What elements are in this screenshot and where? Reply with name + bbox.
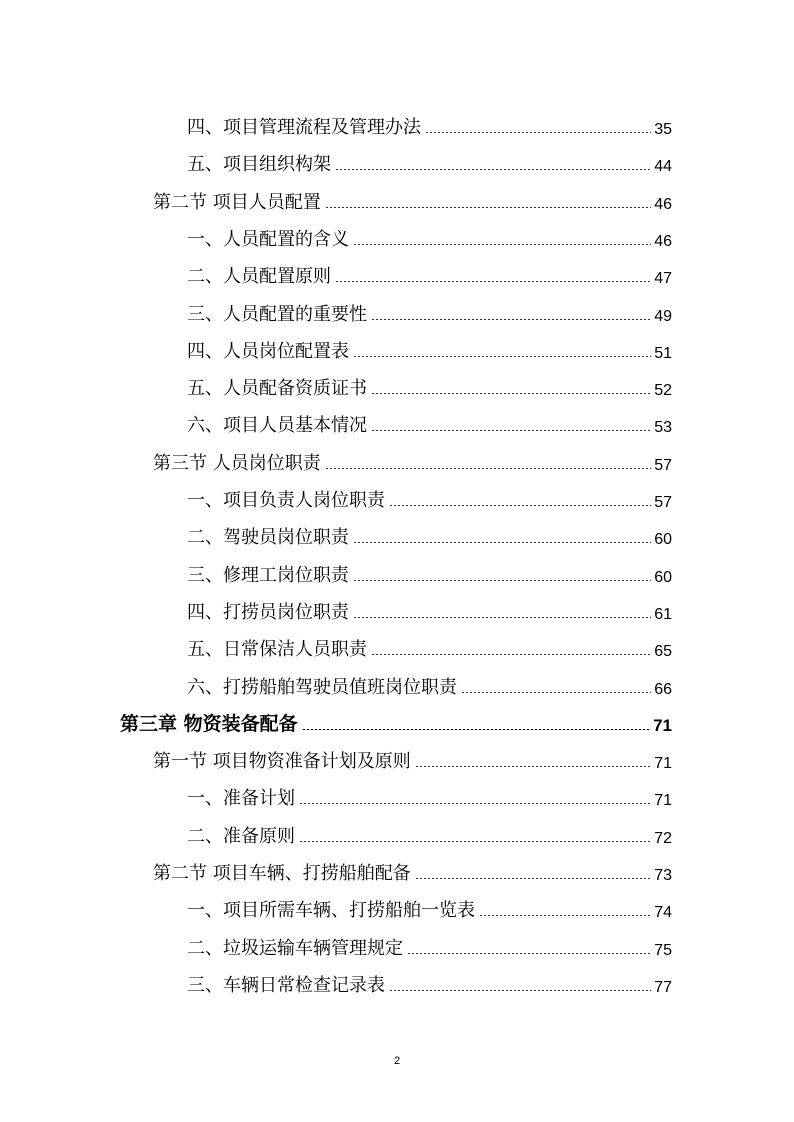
toc-entry-page-number: 72 (654, 829, 672, 847)
toc-subsection-entry[interactable] (187, 214, 672, 251)
dot-leader (371, 393, 651, 394)
toc-entry-page-number: 44 (654, 158, 672, 176)
toc-entry-page-number: 71 (654, 792, 672, 810)
page-number: 2 (393, 1055, 401, 1067)
toc-entry-title: 二、驾驶员岗位职责 (187, 527, 349, 549)
toc-subsection-entry[interactable] (187, 960, 672, 997)
dot-leader (302, 729, 650, 730)
toc-entry-title: 四、项目管理流程及管理办法 (187, 117, 421, 138)
dot-leader (325, 207, 651, 208)
toc-entry-title: 一、人员配置的含义 (187, 228, 349, 250)
toc-subsection-entry[interactable] (187, 326, 672, 363)
dot-leader (371, 319, 651, 320)
dot-leader (299, 803, 651, 804)
toc-entry-page-number: 52 (654, 382, 672, 400)
toc-subsection-entry[interactable] (187, 773, 672, 810)
toc-entry-title: 第三章 物资装备配备 (120, 712, 298, 735)
toc-entry-title: 第二节 项目人员配置 (153, 191, 321, 213)
toc-chapter-entry[interactable] (120, 699, 672, 736)
toc-entry-page-number: 77 (654, 978, 672, 996)
dot-leader (353, 617, 651, 618)
dot-leader (325, 468, 651, 469)
dot-leader (371, 430, 651, 431)
toc-entry-title: 二、垃圾运输车辆管理规定 (187, 937, 403, 959)
dot-leader (389, 990, 651, 991)
toc-subsection-entry[interactable] (187, 550, 672, 587)
toc-section-entry[interactable] (153, 438, 672, 475)
toc-subsection-entry[interactable] (187, 102, 672, 139)
toc-subsection-entry[interactable] (187, 923, 672, 960)
toc-entry-title: 一、项目所需车辆、打捞船舶一览表 (187, 900, 475, 922)
toc-entry-page-number: 51 (654, 344, 672, 362)
toc-entry-title: 三、人员配置的重要性 (187, 303, 367, 325)
toc-subsection-entry[interactable] (187, 885, 672, 922)
toc-entry-page-number: 71 (654, 755, 672, 773)
toc-entry-page-number: 57 (654, 494, 672, 511)
toc-entry-title: 第三节 人员岗位职责 (153, 452, 321, 474)
toc-entry-title: 五、人员配备资质证书 (187, 378, 367, 400)
toc-section-entry[interactable] (153, 848, 672, 885)
dot-leader (425, 132, 651, 133)
toc-entry-title: 一、项目负责人岗位职责 (187, 490, 385, 511)
toc-section-entry[interactable] (153, 736, 672, 773)
toc-subsection-entry[interactable] (187, 475, 672, 512)
toc-entry-page-number: 73 (654, 867, 672, 884)
dot-leader (353, 580, 651, 581)
toc-subsection-entry[interactable] (187, 811, 672, 848)
toc-entry-title: 六、项目人员基本情况 (187, 415, 367, 437)
dot-leader (415, 766, 651, 767)
toc-entry-page-number: 71 (653, 715, 672, 735)
dot-leader (353, 244, 651, 245)
dot-leader (353, 356, 651, 357)
toc-subsection-entry[interactable] (187, 139, 672, 176)
toc-entry-page-number: 60 (654, 531, 672, 549)
toc-entry-title: 二、准备原则 (187, 825, 295, 847)
toc-entry-page-number: 57 (654, 456, 672, 474)
toc-entry-page-number: 35 (654, 121, 672, 138)
dot-leader (299, 841, 651, 842)
dot-leader (335, 281, 651, 282)
dot-leader (461, 692, 651, 693)
toc-entry-page-number: 75 (654, 941, 672, 959)
toc-entry-title: 三、车辆日常检查记录表 (187, 974, 385, 996)
toc-entry-page-number: 60 (654, 568, 672, 586)
toc-subsection-entry[interactable] (187, 289, 672, 326)
toc-entry-title: 第二节 项目车辆、打捞船舶配备 (153, 863, 411, 884)
toc-entry-title: 四、打捞员岗位职责 (187, 601, 349, 623)
toc-entry-page-number: 46 (654, 232, 672, 250)
toc-subsection-entry[interactable] (187, 624, 672, 661)
toc-entry-page-number: 74 (654, 904, 672, 922)
dot-leader (335, 169, 651, 170)
toc-entry-page-number: 61 (654, 605, 672, 623)
toc-subsection-entry[interactable] (187, 400, 672, 437)
toc-entry-page-number: 66 (654, 680, 672, 698)
dot-leader (415, 878, 651, 879)
dot-leader (407, 953, 651, 954)
toc-subsection-entry[interactable] (187, 251, 672, 288)
toc-entry-title: 一、准备计划 (187, 788, 295, 810)
toc-entry-title: 五、项目组织构架 (187, 154, 331, 176)
toc-subsection-entry[interactable] (187, 512, 672, 549)
dot-leader (353, 542, 651, 543)
toc-entry-page-number: 65 (654, 643, 672, 661)
dot-leader (479, 915, 651, 916)
toc-entry-page-number: 47 (654, 270, 672, 288)
toc-entry-title: 六、打捞船舶驾驶员值班岗位职责 (187, 676, 457, 698)
toc-entry-title: 二、人员配置原则 (187, 266, 331, 288)
toc-entry-page-number: 46 (654, 195, 672, 213)
toc-entry-title: 第一节 项目物资准备计划及原则 (153, 751, 411, 773)
toc-section-entry[interactable] (153, 177, 672, 214)
toc-subsection-entry[interactable] (187, 662, 672, 699)
toc-entry-page-number: 49 (654, 307, 672, 325)
dot-leader (389, 505, 651, 506)
toc-entry-title: 五、日常保洁人员职责 (187, 639, 367, 661)
toc-entry-title: 三、修理工岗位职责 (187, 564, 349, 586)
dot-leader (371, 654, 651, 655)
toc-subsection-entry[interactable] (187, 363, 672, 400)
toc-subsection-entry[interactable] (187, 587, 672, 624)
toc-entry-page-number: 53 (654, 419, 672, 437)
toc-entry-title: 四、人员岗位配置表 (187, 340, 349, 362)
